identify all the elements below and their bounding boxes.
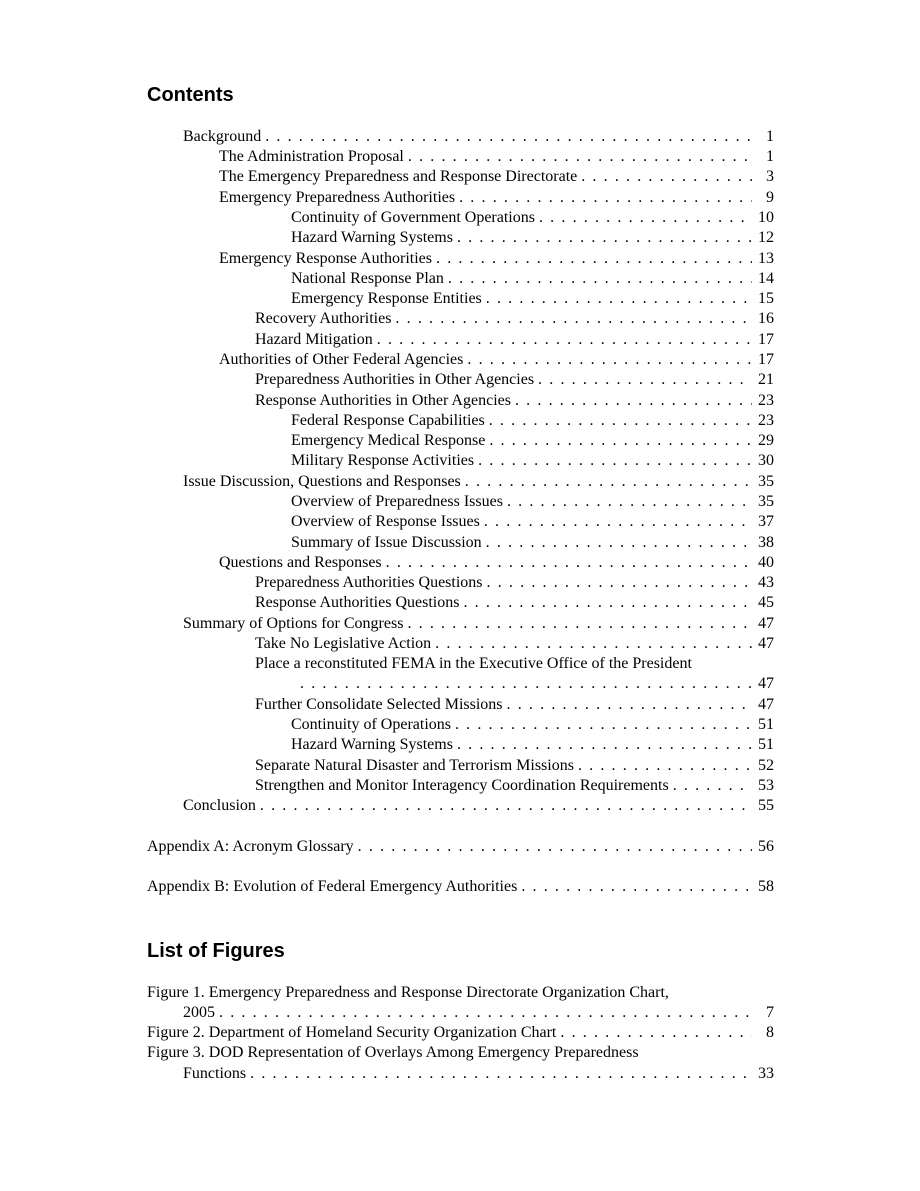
toc-page-number: 58 <box>758 878 774 895</box>
figure-page-number: 8 <box>766 1024 774 1041</box>
leader-dots <box>459 188 752 208</box>
toc-entry[interactable] <box>291 431 774 451</box>
leader-dots <box>489 411 752 431</box>
leader-dots <box>300 674 752 694</box>
toc-entry[interactable] <box>291 269 774 289</box>
toc-page-number: 13 <box>758 250 774 267</box>
leader-dots <box>250 1064 752 1084</box>
toc-entry-title: Conclusion <box>183 797 256 814</box>
toc-entry[interactable] <box>219 350 774 370</box>
toc-entry[interactable] <box>300 674 774 694</box>
toc-entry-title: Appendix A: Acronym Glossary <box>147 838 354 855</box>
toc-page-number: 17 <box>758 331 774 348</box>
figure-entry[interactable] <box>183 1003 774 1023</box>
leader-dots <box>395 309 752 329</box>
toc-entry-title: Continuity of Government Operations <box>291 209 535 226</box>
toc-entry[interactable] <box>219 167 774 187</box>
figure-entry-title: Figure 1. Emergency Preparedness and Response Directorate Organization Chart, <box>147 984 669 1001</box>
toc-entry-title: The Emergency Preparedness and Response Directorate <box>219 168 578 185</box>
leader-dots <box>478 451 752 471</box>
toc-entry[interactable] <box>183 614 774 634</box>
figure-entry-title-continued: Functions <box>183 1065 247 1082</box>
toc-page-number: 40 <box>758 554 774 571</box>
figure-entry[interactable] <box>147 1023 774 1043</box>
toc-entry[interactable] <box>255 391 774 411</box>
toc-page-number: 37 <box>758 513 774 530</box>
toc-entry-title: Take No Legislative Action <box>255 635 432 652</box>
leader-dots <box>407 614 752 634</box>
leader-dots <box>219 1003 752 1023</box>
leader-dots <box>507 492 752 512</box>
toc-entry[interactable] <box>219 249 774 269</box>
toc-page-number: 45 <box>758 594 774 611</box>
toc-page-number: 52 <box>758 757 774 774</box>
toc-entry-title: Overview of Response Issues <box>291 513 480 530</box>
leader-dots <box>539 208 752 228</box>
toc-entry[interactable] <box>255 776 774 796</box>
toc-page-number: 12 <box>758 229 774 246</box>
toc-page-number: 53 <box>758 777 774 794</box>
toc-entry[interactable] <box>219 147 774 167</box>
toc-entry-title: Response Authorities Questions <box>255 594 460 611</box>
leader-dots <box>515 391 752 411</box>
toc-entry[interactable] <box>255 309 774 329</box>
leader-dots <box>386 553 752 573</box>
leader-dots <box>463 593 752 613</box>
toc-page-number: 17 <box>758 351 774 368</box>
toc-entry[interactable] <box>291 492 774 512</box>
toc-entry-title: Background <box>183 128 262 145</box>
toc-entry[interactable] <box>255 634 774 654</box>
toc-entry[interactable] <box>255 573 774 593</box>
toc-entry-title: Separate Natural Disaster and Terrorism Missions <box>255 757 574 774</box>
toc-page-number: 1 <box>766 148 774 165</box>
toc-entry-title: Response Authorities in Other Agencies <box>255 392 511 409</box>
toc-entry[interactable] <box>183 796 774 816</box>
toc-entry[interactable] <box>219 188 774 208</box>
leader-dots <box>448 269 752 289</box>
leader-dots <box>521 877 752 897</box>
toc-entry-title: Hazard Warning Systems <box>291 229 453 246</box>
contents-heading: Contents <box>147 84 234 106</box>
toc-page-number: 3 <box>766 168 774 185</box>
toc-entry[interactable] <box>147 837 774 857</box>
figure-entry-title: Figure 3. DOD Representation of Overlays Among Emergency Preparedness <box>147 1044 639 1061</box>
toc-entry-title: The Administration Proposal <box>219 148 404 165</box>
toc-page-number: 51 <box>758 716 774 733</box>
toc-entry-title: Further Consolidate Selected Missions <box>255 696 503 713</box>
leader-dots <box>457 735 752 755</box>
leader-dots <box>457 228 752 248</box>
toc-entry-title: Emergency Response Authorities <box>219 250 432 267</box>
toc-entry[interactable] <box>255 756 774 776</box>
toc-page-number: 16 <box>758 310 774 327</box>
toc-entry-title: Preparedness Authorities in Other Agencies <box>255 371 535 388</box>
toc-page-number: 23 <box>758 412 774 429</box>
leader-dots <box>435 634 752 654</box>
toc-entry-title: Emergency Medical Response <box>291 432 486 449</box>
toc-entry[interactable] <box>291 228 774 248</box>
leader-dots <box>455 715 752 735</box>
leader-dots <box>487 573 752 593</box>
toc-entry[interactable] <box>291 735 774 755</box>
leader-dots <box>507 695 752 715</box>
toc-page-number: 55 <box>758 797 774 814</box>
toc-entry-title: Military Response Activities <box>291 452 475 469</box>
toc-entry[interactable] <box>291 411 774 431</box>
toc-page-number: 9 <box>766 189 774 206</box>
toc-entry-title: Summary of Options for Congress <box>183 615 404 632</box>
leader-dots <box>538 370 752 390</box>
figure-entry[interactable] <box>183 1064 774 1084</box>
toc-page-number: 43 <box>758 574 774 591</box>
toc-entry-title: Place a reconstituted FEMA in the Executive Office of the President <box>255 655 692 672</box>
toc-entry-title: Federal Response Capabilities <box>291 412 485 429</box>
figure-page-number: 33 <box>758 1065 774 1082</box>
toc-entry-title: Hazard Mitigation <box>255 331 373 348</box>
leader-dots <box>489 431 752 451</box>
toc-entry[interactable] <box>291 208 774 228</box>
toc-entry-title: Issue Discussion, Questions and Responses <box>183 473 461 490</box>
toc-entry-title: Hazard Warning Systems <box>291 736 453 753</box>
figure-entry-title-continued: 2005 <box>183 1004 215 1021</box>
toc-entry-title: National Response Plan <box>291 270 444 287</box>
toc-entry-title: Questions and Responses <box>219 554 382 571</box>
toc-page-number: 35 <box>758 473 774 490</box>
leader-dots <box>484 512 752 532</box>
leader-dots <box>560 1023 752 1043</box>
toc-entry[interactable] <box>219 553 774 573</box>
leader-dots <box>486 289 752 309</box>
toc-entry[interactable] <box>255 593 774 613</box>
toc-entry-title: Summary of Issue Discussion <box>291 534 482 551</box>
toc-page-number: 14 <box>758 270 774 287</box>
toc-entry[interactable] <box>255 330 774 350</box>
toc-entry-title: Appendix B: Evolution of Federal Emergency Authorities <box>147 878 518 895</box>
toc-page-number: 21 <box>758 371 774 388</box>
toc-page-number: 1 <box>766 128 774 145</box>
toc-entry[interactable] <box>291 512 774 532</box>
toc-page-number: 47 <box>758 696 774 713</box>
figure-entry-title: Figure 2. Department of Homeland Security Organization Chart <box>147 1024 557 1041</box>
leader-dots <box>467 350 752 370</box>
toc-entry[interactable] <box>147 877 774 897</box>
toc-entry[interactable] <box>291 533 774 553</box>
toc-page-number: 47 <box>758 635 774 652</box>
toc-entry[interactable] <box>255 695 774 715</box>
leader-dots <box>260 796 752 816</box>
toc-page-number: 47 <box>758 675 774 692</box>
toc-entry[interactable] <box>291 715 774 735</box>
toc-entry-title: Emergency Preparedness Authorities <box>219 189 456 206</box>
toc-page-number: 23 <box>758 392 774 409</box>
toc-page-number: 47 <box>758 615 774 632</box>
leader-dots <box>578 756 752 776</box>
leader-dots <box>465 472 752 492</box>
toc-entry-title: Emergency Response Entities <box>291 290 482 307</box>
leader-dots <box>673 776 752 796</box>
leader-dots <box>377 330 752 350</box>
toc-entry-title: Preparedness Authorities Questions <box>255 574 483 591</box>
toc-page-number: 30 <box>758 452 774 469</box>
toc-entry[interactable] <box>183 472 774 492</box>
toc-entry[interactable] <box>255 370 774 390</box>
toc-entry[interactable] <box>291 451 774 471</box>
toc-page-number: 51 <box>758 736 774 753</box>
toc-entry[interactable] <box>183 127 774 147</box>
leader-dots <box>358 837 752 857</box>
toc-page-number: 10 <box>758 209 774 226</box>
leader-dots <box>486 533 752 553</box>
toc-entry-title: Authorities of Other Federal Agencies <box>219 351 464 368</box>
toc-entry-title: Continuity of Operations <box>291 716 451 733</box>
leader-dots <box>265 127 752 147</box>
toc-page-number: 35 <box>758 493 774 510</box>
toc-page-number: 15 <box>758 290 774 307</box>
figure-page-number: 7 <box>766 1004 774 1021</box>
list-of-figures-heading: List of Figures <box>147 940 285 962</box>
leader-dots <box>408 147 752 167</box>
leader-dots <box>581 167 752 187</box>
toc-page-number: 56 <box>758 838 774 855</box>
toc-entry-title: Recovery Authorities <box>255 310 392 327</box>
toc-page-number: 29 <box>758 432 774 449</box>
toc-entry-title: Strengthen and Monitor Interagency Coordination Requirements <box>255 777 669 794</box>
toc-entry-title: Overview of Preparedness Issues <box>291 493 503 510</box>
leader-dots <box>436 249 752 269</box>
toc-page-number: 38 <box>758 534 774 551</box>
toc-entry[interactable] <box>291 289 774 309</box>
